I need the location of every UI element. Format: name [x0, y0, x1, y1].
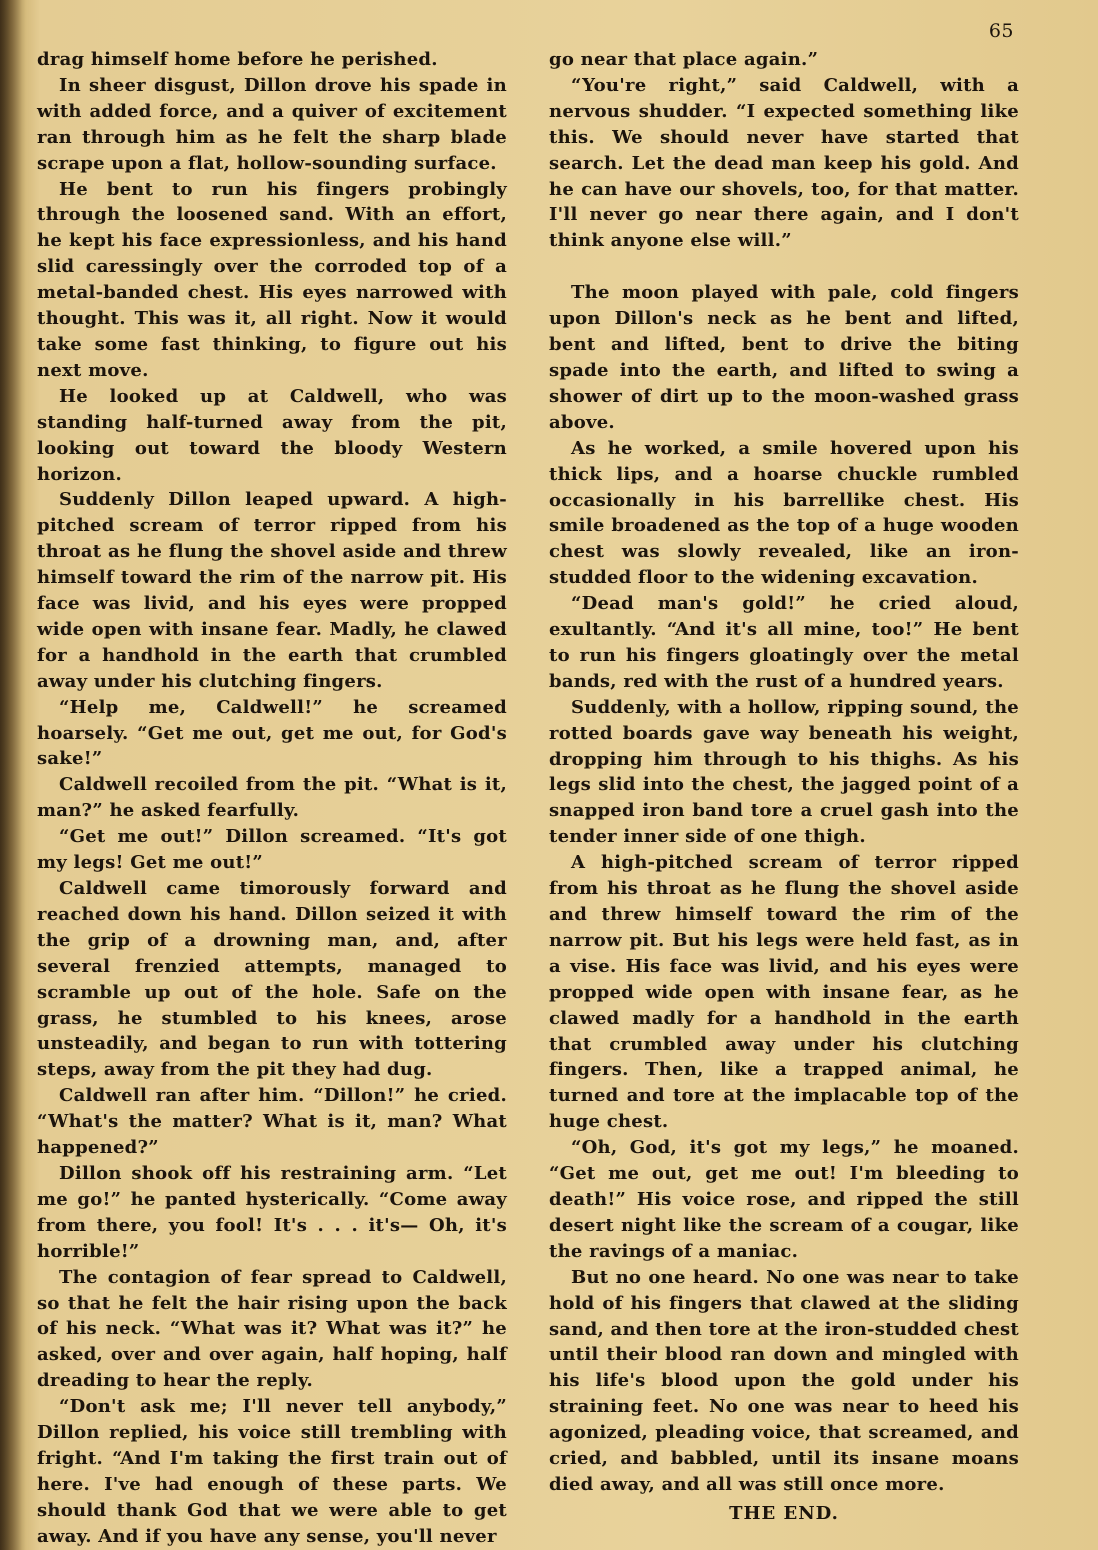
- paragraph: “Oh, God, it's got my legs,” he moaned. “Get me out, get me out! I'm bleeding to death!” His voice rose, and ripped the still desert night like the scream of a cougar, like the ravings of a maniac.: [549, 1137, 1019, 1262]
- paragraph: “Dead man's gold!” he cried aloud, exultantly. “And it's all mine, too!” He bent to run his fingers gloatingly over the metal bands, red with the rust of a hundred years.: [549, 593, 1019, 692]
- paragraph: The moon played with pale, cold fingers upon Dillon's neck as he bent and lifted, bent and lifted, bent to drive the biting spade into the earth, and lifted to swing a shower of dirt up to the moon-washed grass above.: [549, 282, 1019, 433]
- paragraph: drag himself home before he perished.: [37, 49, 438, 70]
- right-column: [549, 47, 1019, 1524]
- paragraph: “Get me out!” Dillon screamed. “It's got my legs! Get me out!”: [37, 826, 507, 874]
- paragraph: He bent to run his fingers probingly through the loosened sand. With an effort, he kept his face expressionless, and his hand slid caressingly over the corroded top of a metal-banded chest. His eyes narrowed with thought. This was it, all right. Now it would take some fast thinking, to figure out his next move.: [37, 178, 507, 381]
- the-end-heading: THE END.: [729, 1502, 839, 1524]
- paragraph: go near that place again.”: [549, 49, 819, 70]
- paragraph: As he worked, a smile hovered upon his thick lips, and a hoarse chuckle rumbled occasionally in his barrellike chest. His smile broadened as the top of a huge wooden chest was slowly revealed, like an iron-studded floor to the widening excavation.: [549, 437, 1019, 589]
- paragraph: “Help me, Caldwell!” he screamed hoarsely. “Get me out, get me out, for God's sake!”: [37, 696, 507, 770]
- paragraph: He looked up at Caldwell, who was standing half-turned away from the pit, looking out toward the bloody Western horizon.: [37, 385, 507, 485]
- paragraph: “You're right,” said Caldwell, with a nervous shudder. “I expected something like this. We should never have started that search. Let the dead man keep his gold. And he can have our shovels, too, for that matter. I'll never go near there again, and I don't think anyone else will.”: [549, 74, 1019, 252]
- left-column: [37, 47, 507, 1550]
- paragraph: But no one heard. No one was near to take hold of his fingers that clawed at the sliding sand, and then tore at the iron-studded chest until their blood ran down and mingled with his life's blood upon the gold under his straining feet. No one was near to heed his agonized, pleading voice, that screamed, and cried, and babbled, until its insane moans died away, and all was still once more.: [549, 1266, 1019, 1495]
- paragraph: Suddenly, with a hollow, ripping sound, the rotted boards gave way beneath his weight, dropping him through to his thighs. As his legs slid into the chest, the jagged point of a snapped iron band tore a cruel gash into the tender inner side of one thigh.: [549, 696, 1019, 848]
- paragraph: Dillon shook off his restraining arm. “Let me go!” he panted hysterically. “Come away from there, you fool! It's . . . it's— Oh, it's horrible!”: [37, 1162, 507, 1262]
- paragraph: Caldwell came timorously forward and reached down his hand. Dillon seized it with the grip of a drowning man, and, after several frenzied attempts, managed to scramble up out of the hole. Safe on the grass, he stumbled to his knees, arose unsteadily, and began to run with tottering steps, away from the pit they had dug.: [37, 878, 507, 1081]
- spine-shadow: [0, 0, 26, 1550]
- page-number: 65: [988, 20, 1014, 42]
- paragraph: The contagion of fear spread to Caldwell, so that he felt the hair rising upon the back of his neck. “What was it? What was it?” he asked, over and over again, half hoping, half dreading to hear the reply.: [37, 1266, 507, 1392]
- paragraph: Caldwell ran after him. “Dillon!” he cried. “What's the matter? What is it, man? What happened?”: [37, 1085, 507, 1159]
- paragraph: “Don't ask me; I'll never tell anybody,” Dillon replied, his voice still trembling with fright. “And I'm taking the first train out of here. I've had enough of these parts. We should thank God that we were able to get away. And if you have any sense, you'll never: [37, 1396, 507, 1547]
- paragraph: A high-pitched scream of terror ripped from his throat as he flung the shovel aside and threw himself toward the rim of the narrow pit. But his legs were held fast, as in a vise. His face was livid, and his eyes were propped wide open with insane fear, as he clawed madly for a handhold in the earth that crumbled away under his clutching fingers. Then, like a trapped animal, he turned and tore at the implacable top of the huge chest.: [549, 852, 1019, 1133]
- paragraph: Suddenly Dillon leaped upward. A high-pitched scream of terror ripped from his throat as he flung the shovel aside and threw himself toward the rim of the narrow pit. His face was livid, and his eyes were propped wide open with insane fear. Madly, he clawed for a handhold in the earth that crumbled away under his clutching fingers.: [37, 489, 507, 692]
- paragraph: Caldwell recoiled from the pit. “What is it, man?” he asked fearfully.: [37, 774, 507, 822]
- paragraph: In sheer disgust, Dillon drove his spade in with added force, and a quiver of excitement ran through him as he felt the sharp blade scrape upon a flat, hollow-sounding surface.: [37, 74, 507, 174]
